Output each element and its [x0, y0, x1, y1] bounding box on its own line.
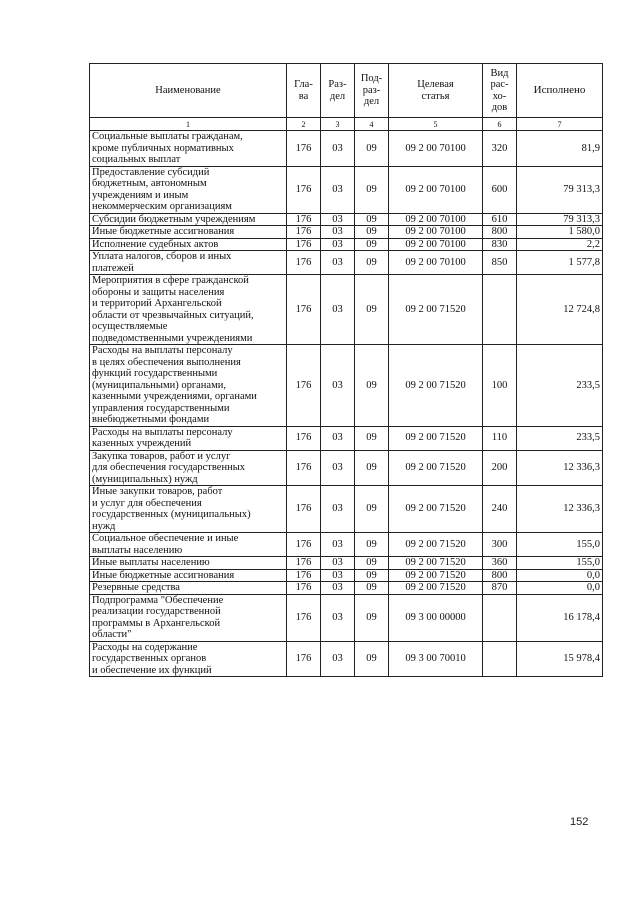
row-target: 09 2 00 71520	[389, 533, 483, 557]
row-vid: 870	[483, 582, 517, 595]
row-podrazdel: 09	[355, 275, 389, 345]
row-glava: 176	[287, 251, 321, 275]
header-razdel: Раз- дел	[321, 64, 355, 118]
row-vid	[483, 641, 517, 677]
header-target: Целевая статья	[389, 64, 483, 118]
row-glava: 176	[287, 131, 321, 167]
row-vid: 320	[483, 131, 517, 167]
table-row	[90, 594, 603, 641]
row-podrazdel: 09	[355, 486, 389, 533]
page-number: 152	[570, 816, 589, 828]
row-glava: 176	[287, 557, 321, 570]
row-target: 09 2 00 71520	[389, 486, 483, 533]
row-razdel: 03	[321, 557, 355, 570]
row-target: 09 3 00 00000	[389, 594, 483, 641]
row-glava: 176	[287, 533, 321, 557]
table-row	[90, 166, 603, 213]
row-amount: 12 336,3	[517, 486, 603, 533]
row-amount: 155,0	[517, 533, 603, 557]
row-name: Социальные выплаты гражданам, кроме публичных нормативных социальных выплат	[90, 131, 287, 167]
row-razdel: 03	[321, 226, 355, 239]
row-glava: 176	[287, 450, 321, 486]
row-glava: 176	[287, 345, 321, 427]
row-vid	[483, 275, 517, 345]
row-podrazdel: 09	[355, 582, 389, 595]
row-vid: 360	[483, 557, 517, 570]
row-amount: 1 580,0	[517, 226, 603, 239]
table-row	[90, 641, 603, 677]
row-name: Иные выплаты населению	[90, 557, 287, 570]
row-podrazdel: 09	[355, 426, 389, 450]
row-vid: 610	[483, 213, 517, 226]
row-name: Закупка товаров, работ и услуг для обеспечения государственных (муниципальных) нужд	[90, 450, 287, 486]
row-razdel: 03	[321, 131, 355, 167]
row-podrazdel: 09	[355, 594, 389, 641]
row-name: Социальное обеспечение и иные выплаты населению	[90, 533, 287, 557]
row-glava: 176	[287, 275, 321, 345]
row-name: Уплата налогов, сборов и иных платежей	[90, 251, 287, 275]
row-target: 09 2 00 70100	[389, 131, 483, 167]
column-number: 3	[321, 118, 355, 131]
row-amount: 79 313,3	[517, 166, 603, 213]
row-podrazdel: 09	[355, 533, 389, 557]
row-amount: 12 336,3	[517, 450, 603, 486]
budget-table	[89, 63, 603, 677]
row-target: 09 2 00 71520	[389, 450, 483, 486]
row-podrazdel: 09	[355, 641, 389, 677]
row-amount: 79 313,3	[517, 213, 603, 226]
table-row	[90, 582, 603, 595]
row-podrazdel: 09	[355, 238, 389, 251]
row-target: 09 3 00 70010	[389, 641, 483, 677]
row-razdel: 03	[321, 275, 355, 345]
row-amount: 2,2	[517, 238, 603, 251]
header-podrazdel: Под- раз- дел	[355, 64, 389, 118]
row-name: Субсидии бюджетным учреждениям	[90, 213, 287, 226]
row-podrazdel: 09	[355, 131, 389, 167]
row-razdel: 03	[321, 594, 355, 641]
row-vid: 110	[483, 426, 517, 450]
row-glava: 176	[287, 213, 321, 226]
row-glava: 176	[287, 582, 321, 595]
table-row	[90, 569, 603, 582]
row-name: Исполнение судебных актов	[90, 238, 287, 251]
row-vid: 100	[483, 345, 517, 427]
table-row	[90, 275, 603, 345]
table-row	[90, 251, 603, 275]
row-amount: 155,0	[517, 557, 603, 570]
row-razdel: 03	[321, 641, 355, 677]
row-podrazdel: 09	[355, 345, 389, 427]
row-name: Расходы на содержание государственных органов и обеспечение их функций	[90, 641, 287, 677]
row-vid: 300	[483, 533, 517, 557]
row-vid: 600	[483, 166, 517, 213]
row-glava: 176	[287, 226, 321, 239]
row-target: 09 2 00 70100	[389, 166, 483, 213]
row-glava: 176	[287, 486, 321, 533]
row-glava: 176	[287, 641, 321, 677]
table-row	[90, 450, 603, 486]
row-name: Иные бюджетные ассигнования	[90, 226, 287, 239]
row-vid: 800	[483, 226, 517, 239]
row-podrazdel: 09	[355, 251, 389, 275]
row-amount: 0,0	[517, 569, 603, 582]
table-row	[90, 533, 603, 557]
row-amount: 12 724,8	[517, 275, 603, 345]
table-row	[90, 557, 603, 570]
row-amount: 81,9	[517, 131, 603, 167]
row-razdel: 03	[321, 450, 355, 486]
row-razdel: 03	[321, 213, 355, 226]
row-name: Резервные средства	[90, 582, 287, 595]
row-podrazdel: 09	[355, 557, 389, 570]
table-row	[90, 226, 603, 239]
row-podrazdel: 09	[355, 166, 389, 213]
row-razdel: 03	[321, 582, 355, 595]
row-podrazdel: 09	[355, 450, 389, 486]
column-number: 5	[389, 118, 483, 131]
row-name: Иные закупки товаров, работ и услуг для обеспечения государственных (муниципальных) нужд	[90, 486, 287, 533]
row-name: Мероприятия в сфере гражданской обороны и защиты населения и территорий Архангельской области от чрезвычайных ситуаций, осуществляемые подведомственными учреждениями	[90, 275, 287, 345]
row-razdel: 03	[321, 166, 355, 213]
row-target: 09 2 00 70100	[389, 251, 483, 275]
row-amount: 0,0	[517, 582, 603, 595]
row-target: 09 2 00 70100	[389, 226, 483, 239]
row-target: 09 2 00 71520	[389, 569, 483, 582]
header-executed: Исполнено	[517, 64, 603, 118]
row-razdel: 03	[321, 251, 355, 275]
table-row	[90, 131, 603, 167]
row-glava: 176	[287, 426, 321, 450]
header-row	[90, 64, 603, 118]
row-razdel: 03	[321, 345, 355, 427]
column-number: 6	[483, 118, 517, 131]
row-razdel: 03	[321, 238, 355, 251]
row-vid: 240	[483, 486, 517, 533]
row-target: 09 2 00 71520	[389, 582, 483, 595]
table-row	[90, 213, 603, 226]
row-vid: 800	[483, 569, 517, 582]
header-name: Наименование	[90, 64, 287, 118]
column-number: 7	[517, 118, 603, 131]
row-amount: 233,5	[517, 426, 603, 450]
row-name: Подпрограмма "Обеспечение реализации государственной программы в Архангельской области"	[90, 594, 287, 641]
table-row	[90, 426, 603, 450]
header-vid: Вид рас- хо- дов	[483, 64, 517, 118]
column-number: 2	[287, 118, 321, 131]
row-glava: 176	[287, 238, 321, 251]
row-name: Предоставление субсидий бюджетным, автономным учреждениям и иным некоммерческим организациям	[90, 166, 287, 213]
row-podrazdel: 09	[355, 213, 389, 226]
table-row	[90, 238, 603, 251]
row-target: 09 2 00 71520	[389, 557, 483, 570]
header-glava: Гла- ва	[287, 64, 321, 118]
row-vid: 200	[483, 450, 517, 486]
column-number: 1	[90, 118, 287, 131]
row-amount: 15 978,4	[517, 641, 603, 677]
row-amount: 16 178,4	[517, 594, 603, 641]
row-name: Расходы на выплаты персоналу казенных учреждений	[90, 426, 287, 450]
row-vid: 850	[483, 251, 517, 275]
row-podrazdel: 09	[355, 226, 389, 239]
row-glava: 176	[287, 569, 321, 582]
row-target: 09 2 00 71520	[389, 426, 483, 450]
row-podrazdel: 09	[355, 569, 389, 582]
table-body	[90, 131, 603, 677]
row-amount: 1 577,8	[517, 251, 603, 275]
row-name: Расходы на выплаты персоналу в целях обеспечения выполнения функций государственными (муниципальными) органами, казенными учреждениями, органами управления государственными внебюджетными фондами	[90, 345, 287, 427]
row-razdel: 03	[321, 486, 355, 533]
row-razdel: 03	[321, 533, 355, 557]
row-glava: 176	[287, 594, 321, 641]
row-target: 09 2 00 71520	[389, 345, 483, 427]
row-name: Иные бюджетные ассигнования	[90, 569, 287, 582]
row-target: 09 2 00 70100	[389, 238, 483, 251]
row-amount: 233,5	[517, 345, 603, 427]
row-vid	[483, 594, 517, 641]
table-row	[90, 345, 603, 427]
row-vid: 830	[483, 238, 517, 251]
row-glava: 176	[287, 166, 321, 213]
row-target: 09 2 00 70100	[389, 213, 483, 226]
column-number: 4	[355, 118, 389, 131]
row-target: 09 2 00 71520	[389, 275, 483, 345]
table-row	[90, 486, 603, 533]
row-razdel: 03	[321, 426, 355, 450]
column-number-row	[90, 118, 603, 131]
row-razdel: 03	[321, 569, 355, 582]
